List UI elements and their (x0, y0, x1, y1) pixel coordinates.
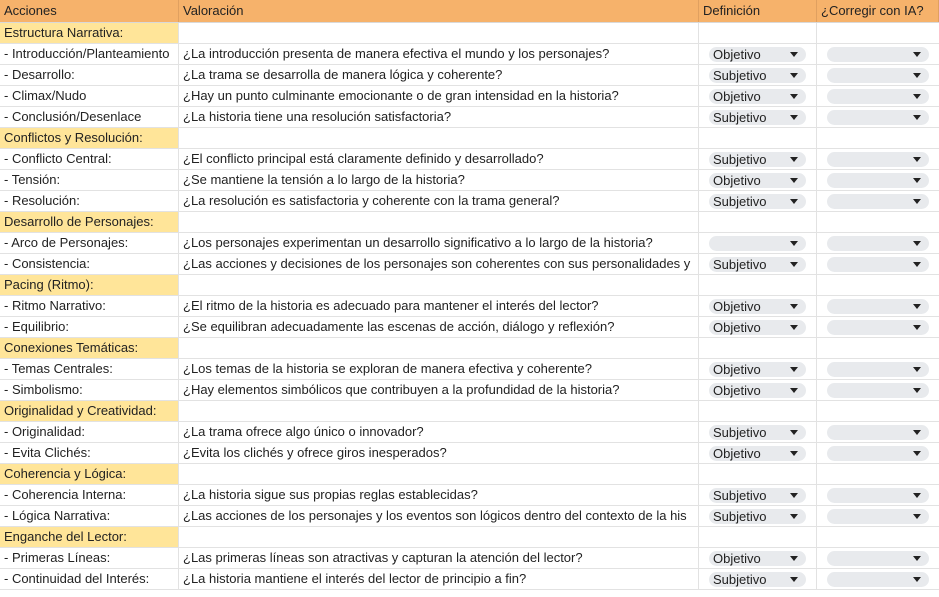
definicion-dropdown[interactable] (709, 320, 806, 335)
corregir-dropdown[interactable] (827, 194, 929, 209)
valoracion-cell[interactable]: ¿Las acciones de los personajes y los eventos son lógicos dentro del contexto de la his (179, 506, 699, 526)
corregir-dropdown[interactable] (827, 383, 929, 398)
definicion-cell[interactable] (699, 338, 817, 358)
chevron-down-icon (790, 73, 798, 78)
valoracion-cell[interactable]: ¿La resolución es satisfactoria y coherente con la trama general? (179, 191, 699, 211)
table-row (0, 380, 939, 401)
definicion-cell[interactable] (699, 422, 817, 442)
table-row (0, 485, 939, 506)
chevron-down-icon (913, 451, 921, 456)
corregir-cell[interactable] (817, 338, 939, 358)
valoracion-cell[interactable]: ¿El conflicto principal está claramente definido y desarrollado? (179, 149, 699, 169)
definicion-cell[interactable] (699, 275, 817, 295)
category-label[interactable]: Conexiones Temáticas: (0, 338, 179, 358)
header-corregir[interactable]: ¿Corregir con IA? (817, 0, 939, 22)
definicion-cell[interactable] (699, 317, 817, 337)
header-acciones[interactable]: Acciones (0, 0, 179, 22)
corregir-cell[interactable] (817, 527, 939, 547)
definicion-dropdown[interactable] (709, 383, 806, 398)
definicion-cell[interactable] (699, 44, 817, 64)
valoracion-cell[interactable]: ¿La historia sigue sus propias reglas establecidas? (179, 485, 699, 505)
definicion-value: Objetivo (713, 320, 761, 335)
table-row (0, 422, 939, 443)
category-label[interactable]: Desarrollo de Personajes: (0, 212, 179, 232)
corregir-cell[interactable] (817, 548, 939, 568)
valoracion-cell[interactable] (179, 401, 699, 421)
definicion-value: Subjetivo (713, 572, 767, 587)
chevron-down-icon (913, 325, 921, 330)
action-label[interactable]: - Evita Clichés: (0, 443, 179, 463)
chevron-down-icon (913, 367, 921, 372)
definicion-cell[interactable] (699, 485, 817, 505)
chevron-down-icon (790, 52, 798, 57)
definicion-dropdown[interactable] (709, 551, 806, 566)
definicion-cell[interactable] (699, 86, 817, 106)
definicion-value: Objetivo (713, 173, 761, 188)
corregir-dropdown[interactable] (827, 362, 929, 377)
definicion-dropdown[interactable] (709, 173, 806, 188)
chevron-down-icon (913, 388, 921, 393)
definicion-cell[interactable] (699, 170, 817, 190)
valoracion-cell[interactable]: ¿Hay un punto culminante emocionante o de gran intensidad en la historia? (179, 86, 699, 106)
valoracion-cell[interactable] (179, 212, 699, 232)
table-row (0, 443, 939, 464)
definicion-cell[interactable] (699, 23, 817, 43)
category-row (0, 128, 939, 149)
chevron-down-icon (913, 73, 921, 78)
definicion-cell[interactable] (699, 527, 817, 547)
table-row (0, 548, 939, 569)
definicion-value: Subjetivo (713, 68, 767, 83)
table-row (0, 44, 939, 65)
chevron-down-icon (790, 325, 798, 330)
definicion-dropdown[interactable] (709, 89, 806, 104)
chevron-down-icon (790, 430, 798, 435)
valoracion-cell[interactable]: ¿Las primeras líneas son atractivas y capturan la atención del lector? (179, 548, 699, 568)
definicion-dropdown[interactable] (709, 47, 806, 62)
valoracion-cell[interactable]: ¿La historia mantiene el interés del lector de principio a fin? (179, 569, 699, 589)
chevron-down-icon (790, 367, 798, 372)
corregir-cell[interactable] (817, 317, 939, 337)
action-label[interactable]: - Equilibrio: (0, 317, 179, 337)
corregir-dropdown[interactable] (827, 173, 929, 188)
corregir-dropdown[interactable] (827, 572, 929, 587)
definicion-cell[interactable] (699, 128, 817, 148)
definicion-value: Subjetivo (713, 425, 767, 440)
definicion-cell[interactable] (699, 149, 817, 169)
corregir-dropdown[interactable] (827, 257, 929, 272)
corregir-cell[interactable] (817, 170, 939, 190)
definicion-dropdown[interactable] (709, 572, 806, 587)
category-row (0, 527, 939, 548)
valoracion-cell[interactable]: ¿El ritmo de la historia es adecuado para mantener el interés del lector? (179, 296, 699, 316)
action-label[interactable]: - Ritmo Narrativo: (0, 296, 179, 316)
corregir-dropdown[interactable] (827, 47, 929, 62)
action-label[interactable]: - Tensión: (0, 170, 179, 190)
chevron-down-icon (913, 493, 921, 498)
action-label[interactable]: - Resolución: (0, 191, 179, 211)
definicion-cell[interactable] (699, 506, 817, 526)
definicion-value: Subjetivo (713, 257, 767, 272)
corregir-cell[interactable] (817, 275, 939, 295)
chevron-down-icon (790, 241, 798, 246)
definicion-dropdown[interactable] (709, 68, 806, 83)
chevron-down-icon (790, 451, 798, 456)
chevron-down-icon (790, 388, 798, 393)
chevron-down-icon (913, 241, 921, 246)
chevron-down-icon (790, 157, 798, 162)
header-row (0, 0, 939, 23)
valoracion-cell[interactable]: ¿Las acciones y decisiones de los personajes son coherentes con sus personalidades y (179, 254, 699, 274)
definicion-dropdown[interactable] (709, 509, 806, 524)
definicion-value: Subjetivo (713, 509, 767, 524)
definicion-dropdown[interactable] (709, 257, 806, 272)
definicion-cell[interactable] (699, 548, 817, 568)
category-row (0, 212, 939, 233)
chevron-down-icon (913, 556, 921, 561)
definicion-dropdown[interactable] (709, 362, 806, 377)
valoracion-cell[interactable]: ¿Hay elementos simbólicos que contribuyen a la profundidad de la historia? (179, 380, 699, 400)
valoracion-cell[interactable]: ¿Se mantiene la tensión a lo largo de la historia? (179, 170, 699, 190)
chevron-down-icon (790, 199, 798, 204)
corregir-cell[interactable] (817, 254, 939, 274)
valoracion-cell[interactable]: ¿La introducción presenta de manera efectiva el mundo y los personajes? (179, 44, 699, 64)
corregir-cell[interactable] (817, 149, 939, 169)
corregir-dropdown[interactable] (827, 446, 929, 461)
definicion-value: Objetivo (713, 551, 761, 566)
category-label[interactable]: Enganche del Lector: (0, 527, 179, 547)
chevron-down-icon (913, 94, 921, 99)
header-definicion[interactable]: Definición (699, 0, 817, 22)
valoracion-cell[interactable]: ¿La trama se desarrolla de manera lógica y coherente? (179, 65, 699, 85)
action-label[interactable]: - Simbolismo: (0, 380, 179, 400)
definicion-dropdown[interactable] (709, 299, 806, 314)
valoracion-cell[interactable] (179, 275, 699, 295)
table-row (0, 149, 939, 170)
action-label[interactable]: - Primeras Líneas: (0, 548, 179, 568)
chevron-down-icon (790, 577, 798, 582)
action-label[interactable]: - Conflicto Central: (0, 149, 179, 169)
definicion-dropdown[interactable] (709, 488, 806, 503)
category-label[interactable]: Originalidad y Creatividad: (0, 401, 179, 421)
table-row (0, 191, 939, 212)
definicion-cell[interactable] (699, 191, 817, 211)
corregir-cell[interactable] (817, 569, 939, 589)
valoracion-cell[interactable]: ¿Los personajes experimentan un desarrollo significativo a lo largo de la historia? (179, 233, 699, 253)
category-row (0, 464, 939, 485)
header-valoracion[interactable]: Valoración (179, 0, 699, 22)
chevron-down-icon (790, 304, 798, 309)
definicion-cell[interactable] (699, 254, 817, 274)
definicion-value: Subjetivo (713, 194, 767, 209)
chevron-down-icon (790, 94, 798, 99)
corregir-cell[interactable] (817, 128, 939, 148)
corregir-dropdown[interactable] (827, 68, 929, 83)
definicion-cell[interactable] (699, 359, 817, 379)
definicion-dropdown[interactable] (709, 236, 806, 251)
corregir-cell[interactable] (817, 485, 939, 505)
corregir-cell[interactable] (817, 107, 939, 127)
corregir-cell[interactable] (817, 44, 939, 64)
corregir-dropdown[interactable] (827, 425, 929, 440)
definicion-value: Objetivo (713, 89, 761, 104)
corregir-cell[interactable] (817, 65, 939, 85)
chevron-down-icon (790, 514, 798, 519)
chevron-down-icon (913, 514, 921, 519)
chevron-down-icon (790, 493, 798, 498)
chevron-down-icon (790, 178, 798, 183)
definicion-value: Objetivo (713, 383, 761, 398)
definicion-dropdown[interactable] (709, 446, 806, 461)
action-label[interactable]: - Originalidad: (0, 422, 179, 442)
corregir-cell[interactable] (817, 380, 939, 400)
corregir-dropdown[interactable] (827, 488, 929, 503)
definicion-cell[interactable] (699, 107, 817, 127)
table-row (0, 170, 939, 191)
chevron-down-icon (790, 262, 798, 267)
corregir-cell[interactable] (817, 359, 939, 379)
valoracion-cell[interactable]: ¿La trama ofrece algo único o innovador? (179, 422, 699, 442)
definicion-dropdown[interactable] (709, 425, 806, 440)
corregir-dropdown[interactable] (827, 509, 929, 524)
table-row (0, 254, 939, 275)
corregir-dropdown[interactable] (827, 299, 929, 314)
chevron-down-icon (790, 115, 798, 120)
category-row (0, 23, 939, 44)
definicion-value: Subjetivo (713, 152, 767, 167)
chevron-down-icon (790, 556, 798, 561)
corregir-cell[interactable] (817, 506, 939, 526)
definicion-value: Objetivo (713, 299, 761, 314)
definicion-dropdown[interactable] (709, 110, 806, 125)
table-row (0, 569, 939, 590)
valoracion-cell[interactable]: ¿La historia tiene una resolución satisfactoria? (179, 107, 699, 127)
action-label[interactable]: - Coherencia Interna: (0, 485, 179, 505)
category-label[interactable]: Conflictos y Resolución: (0, 128, 179, 148)
chevron-down-icon (913, 199, 921, 204)
definicion-cell[interactable] (699, 65, 817, 85)
definicion-value: Objetivo (713, 446, 761, 461)
valoracion-cell[interactable] (179, 527, 699, 547)
definicion-cell[interactable] (699, 443, 817, 463)
corregir-cell[interactable] (817, 422, 939, 442)
action-label[interactable]: - Lógica Narrativa: (0, 506, 179, 526)
definicion-cell[interactable] (699, 380, 817, 400)
definicion-dropdown[interactable] (709, 194, 806, 209)
action-label[interactable]: - Conclusión/Desenlace (0, 107, 179, 127)
corregir-cell[interactable] (817, 464, 939, 484)
valoracion-cell[interactable]: ¿Se equilibran adecuadamente las escenas de acción, diálogo y reflexión? (179, 317, 699, 337)
table-row (0, 317, 939, 338)
table-row (0, 65, 939, 86)
chevron-down-icon (913, 178, 921, 183)
definicion-cell[interactable] (699, 212, 817, 232)
definicion-cell[interactable] (699, 296, 817, 316)
chevron-down-icon (913, 262, 921, 267)
action-label[interactable]: - Consistencia: (0, 254, 179, 274)
valoracion-cell[interactable]: ¿Los temas de la historia se exploran de manera efectiva y coherente? (179, 359, 699, 379)
corregir-dropdown[interactable] (827, 551, 929, 566)
action-label[interactable]: - Continuidad del Interés: (0, 569, 179, 589)
valoracion-cell[interactable] (179, 23, 699, 43)
definicion-cell[interactable] (699, 401, 817, 421)
corregir-dropdown[interactable] (827, 152, 929, 167)
corregir-cell[interactable] (817, 233, 939, 253)
definicion-value: Objetivo (713, 362, 761, 377)
corregir-cell[interactable] (817, 401, 939, 421)
action-label[interactable]: - Temas Centrales: (0, 359, 179, 379)
category-row (0, 275, 939, 296)
valoracion-cell[interactable] (179, 338, 699, 358)
category-row (0, 338, 939, 359)
table-row (0, 107, 939, 128)
action-label[interactable]: - Desarrollo: (0, 65, 179, 85)
table-row (0, 359, 939, 380)
table-body (0, 23, 939, 590)
definicion-value: Subjetivo (713, 488, 767, 503)
action-label[interactable]: - Arco de Personajes: (0, 233, 179, 253)
chevron-down-icon (913, 115, 921, 120)
corregir-dropdown[interactable] (827, 89, 929, 104)
chevron-down-icon (913, 577, 921, 582)
valoracion-cell[interactable] (179, 128, 699, 148)
corregir-cell[interactable] (817, 191, 939, 211)
chevron-down-icon (913, 430, 921, 435)
category-label[interactable]: Estructura Narrativa: (0, 23, 179, 43)
corregir-cell[interactable] (817, 212, 939, 232)
corregir-cell[interactable] (817, 296, 939, 316)
definicion-value: Objetivo (713, 47, 761, 62)
corregir-cell[interactable] (817, 443, 939, 463)
table-row (0, 233, 939, 254)
corregir-cell[interactable] (817, 86, 939, 106)
category-label[interactable]: Pacing (Ritmo): (0, 275, 179, 295)
corregir-dropdown[interactable] (827, 320, 929, 335)
corregir-cell[interactable] (817, 23, 939, 43)
chevron-down-icon (913, 304, 921, 309)
definicion-value: Subjetivo (713, 110, 767, 125)
chevron-down-icon (913, 52, 921, 57)
definicion-cell[interactable] (699, 464, 817, 484)
definicion-cell[interactable] (699, 569, 817, 589)
category-row (0, 401, 939, 422)
table-row (0, 86, 939, 107)
corregir-dropdown[interactable] (827, 110, 929, 125)
definicion-dropdown[interactable] (709, 152, 806, 167)
definicion-cell[interactable] (699, 233, 817, 253)
valoracion-cell[interactable]: ¿Evita los clichés y ofrece giros inesperados? (179, 443, 699, 463)
valoracion-cell[interactable] (179, 464, 699, 484)
corregir-dropdown[interactable] (827, 236, 929, 251)
table-row (0, 296, 939, 317)
action-label[interactable]: - Introducción/Planteamiento (0, 44, 179, 64)
category-label[interactable]: Coherencia y Lógica: (0, 464, 179, 484)
table-row (0, 506, 939, 527)
chevron-down-icon (913, 157, 921, 162)
action-label[interactable]: - Climax/Nudo (0, 86, 179, 106)
